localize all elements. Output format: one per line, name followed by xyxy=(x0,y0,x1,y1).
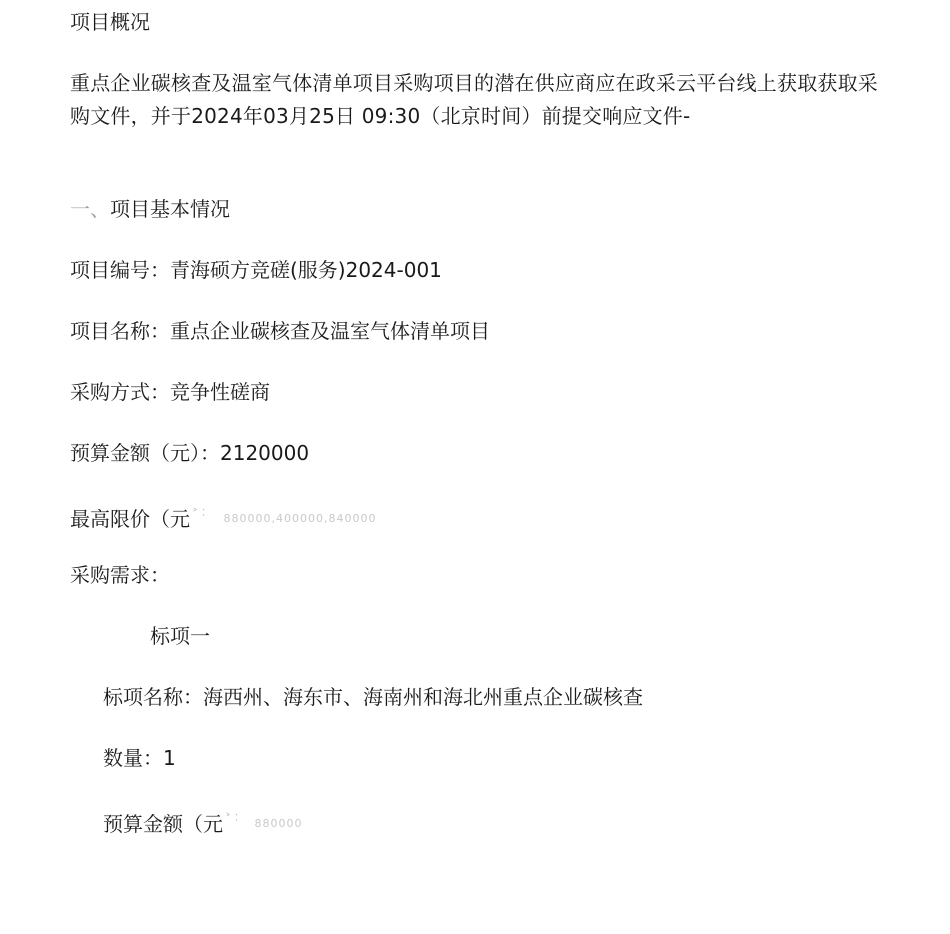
quantity-label: 数量： xyxy=(103,746,163,770)
procurement-method-row xyxy=(70,376,270,408)
procurement-method-label: 采购方式： xyxy=(70,380,170,404)
project-number-value: 青海硕方竞磋(服务)2024-001 xyxy=(170,258,442,282)
project-name-row xyxy=(70,315,490,347)
max-price-row xyxy=(70,498,376,535)
project-number-row xyxy=(70,254,442,286)
project-name-value: 重点企业碳核查及温室气体清单项目 xyxy=(170,319,490,343)
overview-title: 项目概况 xyxy=(70,10,150,34)
project-number-label: 项目编号： xyxy=(70,258,170,282)
lot-name-value: 海西州、海东市、海南州和海北州重点企业碳核查 xyxy=(203,685,643,709)
budget-row xyxy=(70,437,309,469)
budget-value: 2120000 xyxy=(220,441,310,465)
section-1-title: 项目基本情况 xyxy=(110,197,230,221)
section-1-number: 一、 xyxy=(70,197,110,221)
quantity-value: 1 xyxy=(163,746,176,770)
lot-title: 标项一 xyxy=(150,624,210,648)
section-1-heading xyxy=(70,193,230,225)
budget-label: 预算金额（元）： xyxy=(70,441,220,465)
lot-budget-row xyxy=(103,803,303,840)
lot-budget-close-mark: ˃ ˸ xyxy=(225,812,239,826)
lot-name-row xyxy=(103,681,643,713)
project-name-label: 项目名称： xyxy=(70,319,170,343)
max-price-label: 最高限价（元 xyxy=(70,507,190,531)
lot-budget-label: 预算金额（元 xyxy=(103,812,223,836)
intro-paragraph: 重点企业碳核查及温室气体清单项目采购项目的潜在供应商应在政采云平台线上获取获取采购文件，并于2024年03月25日 09:30（北京时间）前提交响应文件- xyxy=(70,71,878,128)
requirements-label: 采购需求： xyxy=(70,563,170,587)
max-price-value: 880000,400000,840000 xyxy=(223,512,377,525)
lot-name-label: 标项名称： xyxy=(103,685,203,709)
quantity-row xyxy=(103,742,176,774)
max-price-close-mark: ˃ ˸ xyxy=(192,507,206,521)
lot-budget-value: 880000 xyxy=(254,817,303,830)
procurement-method-value: 竞争性磋商 xyxy=(170,380,270,404)
